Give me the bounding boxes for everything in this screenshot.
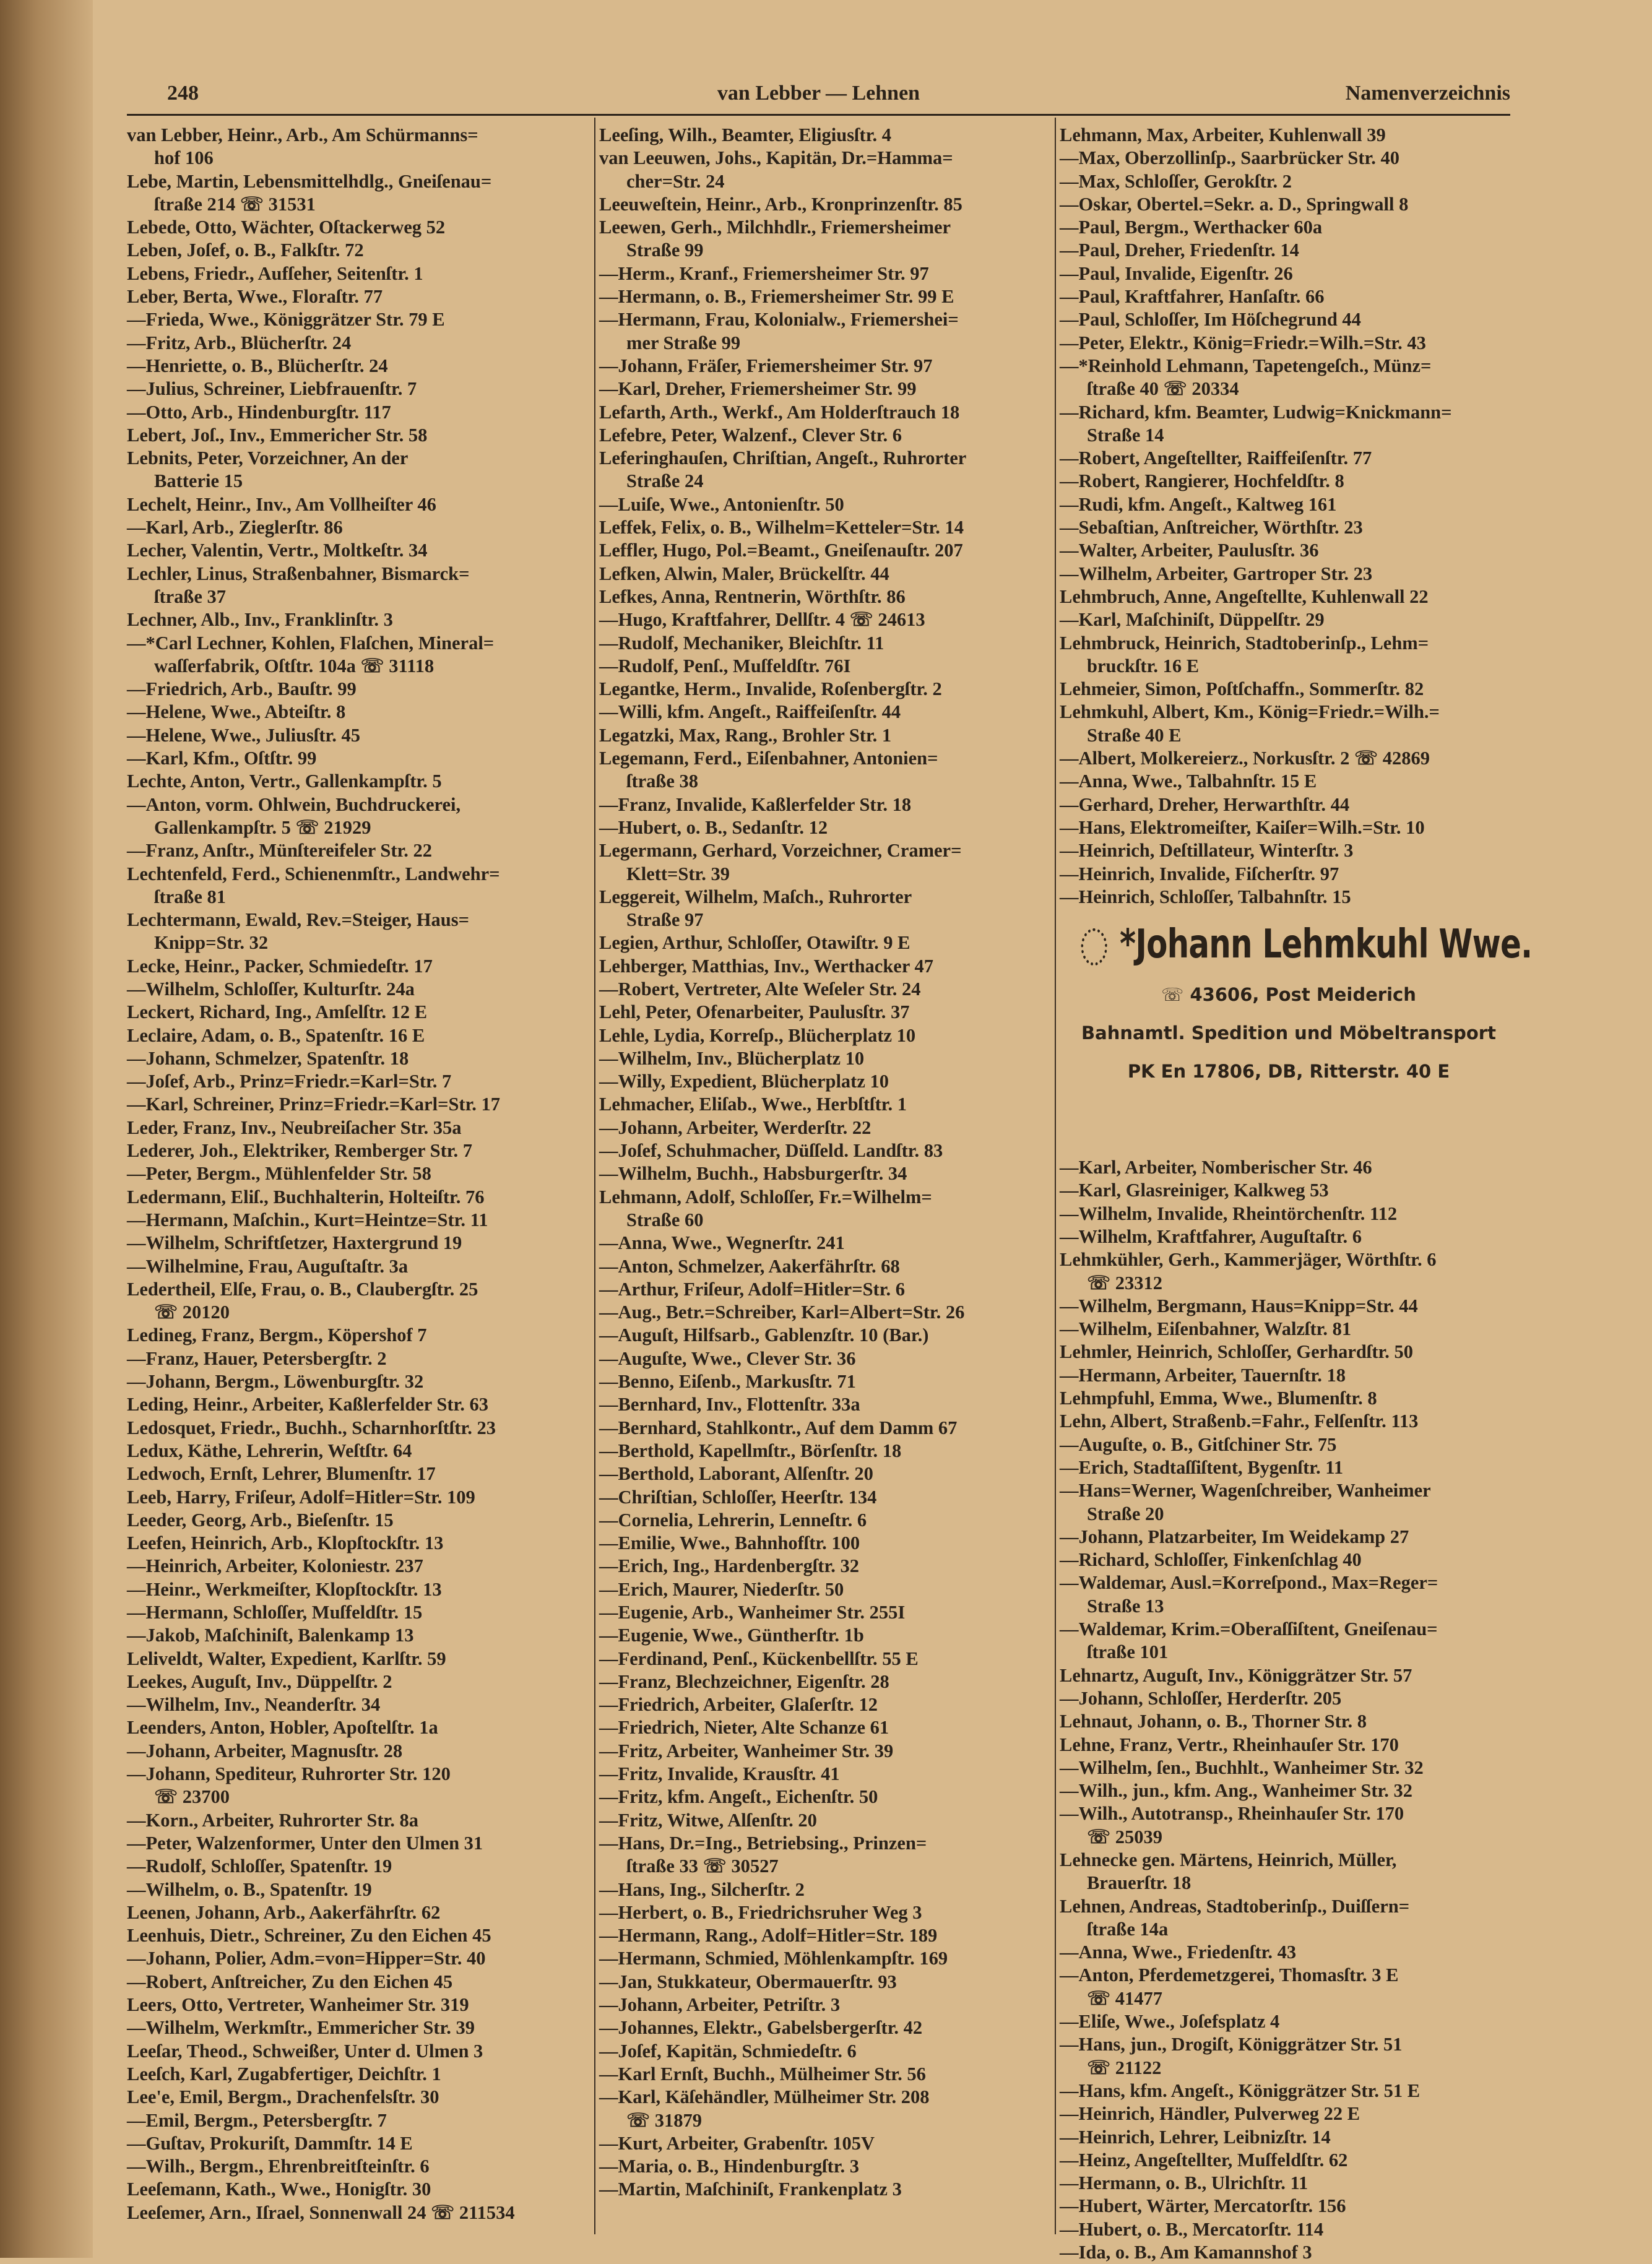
directory-entry: —Heinr., Werkmeiſter, Klopſtockſtr. 13 (127, 1578, 442, 1600)
ad-company-name: *Johann Lehmkuhl Wwe. (1120, 922, 1533, 968)
directory-entry: Leekes, Auguſt, Inv., Düppelſtr. 2 (127, 1670, 392, 1692)
directory-entry: Leckert, Richard, Ing., Amſelſtr. 12 E (127, 1001, 428, 1023)
directory-entry: Leenders, Anton, Hobler, Apoſtelſtr. 1a (127, 1717, 438, 1739)
directory-entry: —Gerhard, Dreher, Herwarthſtr. 44 (1060, 793, 1350, 815)
directory-entry: Leliveldt, Walter, Expedient, Karlſtr. 59 (127, 1648, 446, 1669)
directory-entry: —Peter, Elektr., König=Friedr.=Wilh.=Str. 43 (1060, 332, 1426, 353)
directory-entry: —Cornelia, Lehrerin, Lenneſtr. 6 (599, 1509, 867, 1531)
directory-entry: —Wilhelm, Bergmann, Haus=Knipp=Str. 44 (1060, 1295, 1418, 1316)
directory-entry: —Wilhelm, o. B., Spatenſtr. 19 (127, 1878, 372, 1900)
directory-entry: —Benno, Eiſenb., Markusſtr. 71 (599, 1371, 856, 1393)
directory-entry: Leeſemer, Arn., Iſrael, Sonnenwall 24 ☏ 211534 (127, 2201, 515, 2223)
directory-entry: —Wilhelm, Buchh., Habsburgerſtr. 34 (599, 1163, 907, 1185)
directory-entry: Lehmpfuhl, Emma, Wwe., Blumenſtr. 8 (1060, 1388, 1377, 1409)
entry-continuation: ☏ 20120 (154, 1302, 230, 1323)
directory-entry: —Ida, o. B., Am Kamannshof 3 (1060, 2242, 1312, 2263)
section-title: Namenverzeichnis (1345, 82, 1510, 105)
directory-entry: —Wilh., Bergm., Ehrenbreitſteinſtr. 6 (127, 2156, 430, 2177)
directory-entry: —Johann, Schmelzer, Spatenſtr. 18 (127, 1047, 409, 1069)
directory-entry: —Johann, Schloſſer, Herderſtr. 205 (1060, 1687, 1342, 1709)
entry-continuation: Straße 24 (626, 470, 704, 492)
directory-entry: —Robert, Angeſtellter, Raiffeiſenſtr. 77 (1060, 447, 1372, 469)
entry-continuation: ſtraße 37 (154, 585, 227, 607)
directory-entry: —Johann, Arbeiter, Petriſtr. 3 (599, 1994, 841, 2016)
directory-entry: Lebens, Friedr., Aufſeher, Seitenſtr. 1 (127, 262, 423, 284)
directory-entry: Leefen, Heinrich, Arb., Klopſtockſtr. 13 (127, 1532, 444, 1554)
directory-entry: Lehberger, Matthias, Inv., Werthacker 47 (599, 955, 933, 977)
directory-entry: —Heinrich, Deſtillateur, Winterſtr. 3 (1060, 840, 1354, 862)
directory-entry: —Heinrich, Händler, Pulverweg 22 E (1060, 2103, 1360, 2125)
directory-entry: —Berthold, Laborant, Alſenſtr. 20 (599, 1463, 873, 1485)
directory-entry: —Bernhard, Inv., Flottenſtr. 33a (599, 1394, 860, 1415)
directory-entry: —Karl, Schreiner, Prinz=Friedr.=Karl=Str. 17 (127, 1094, 501, 1115)
page-number: 248 (167, 82, 199, 105)
directory-entry: Lehmann, Max, Arbeiter, Kuhlenwall 39 (1060, 124, 1386, 145)
entry-continuation: hof 106 (154, 147, 214, 169)
directory-entry: —Karl Ernſt, Buchh., Mülheimer Str. 56 (599, 2063, 926, 2085)
directory-entry: —Wilh., Autotransp., Rheinhauſer Str. 170 (1060, 1803, 1404, 1825)
entry-continuation: Batterie 15 (154, 470, 243, 492)
directory-entry: Leggereit, Wilhelm, Maſch., Ruhrorter (599, 886, 912, 907)
directory-entry: —Wilh., jun., kfm. Ang., Wanheimer Str. 32 (1060, 1780, 1413, 1802)
directory-entry: —Rudi, kfm. Angeſt., Kaltweg 161 (1060, 493, 1337, 515)
entry-continuation: ſtraße 214 ☏ 31531 (154, 193, 316, 215)
directory-entry: Lehle, Lydia, Korreſp., Blücherplatz 10 (599, 1024, 916, 1046)
directory-entry: —Wilhelmine, Frau, Auguſtaſtr. 3a (127, 1255, 409, 1277)
directory-entry: Legien, Arthur, Schloſſer, Otawiſtr. 9 E (599, 932, 910, 954)
directory-entry: —Wilhelm, Kraftfahrer, Auguſtaſtr. 6 (1060, 1225, 1362, 1247)
directory-entry: —Guſtav, Prokuriſt, Dammſtr. 14 E (127, 2132, 413, 2154)
directory-entry: —Maria, o. B., Hindenburgſtr. 3 (599, 2156, 859, 2177)
directory-entry: Lehnaut, Johann, o. B., Thorner Str. 8 (1060, 1711, 1367, 1732)
directory-entry: —Heinrich, Lehrer, Leibnizſtr. 14 (1060, 2126, 1331, 2148)
directory-entry: Lechtermann, Ewald, Rev.=Steiger, Haus= (127, 909, 469, 931)
directory-entry: Leenen, Johann, Arb., Aakerfährſtr. 62 (127, 1901, 441, 1923)
directory-entry: —*Carl Lechner, Kohlen, Flaſchen, Mineral= (127, 632, 495, 654)
directory-entry: —Albert, Molkereierz., Norkusſtr. 2 ☏ 42869 (1060, 748, 1430, 769)
directory-entry: —Willy, Expedient, Blücherplatz 10 (599, 1071, 889, 1092)
entry-continuation: Straße 97 (626, 909, 704, 931)
directory-entry: —Fritz, Witwe, Alſenſtr. 20 (599, 1809, 817, 1831)
entry-continuation: Straße 13 (1087, 1595, 1164, 1617)
directory-entry: Leenhuis, Dietr., Schreiner, Zu den Eichen 45 (127, 1925, 491, 1946)
directory-entry: —Peter, Bergm., Mühlenfelder Str. 58 (127, 1163, 431, 1185)
entry-continuation: Straße 14 (1087, 424, 1164, 446)
directory-entry: —Anton, Pferdemetzgerei, Thomasſtr. 3 E (1060, 1964, 1399, 1986)
book-spine-edge (0, 0, 93, 2258)
directory-entry: —Max, Oberzollinſp., Saarbrücker Str. 40 (1060, 147, 1399, 169)
directory-entry: —Richard, kfm. Beamter, Ludwig=Knickmann= (1060, 401, 1452, 423)
directory-entry: Leewen, Gerh., Milchhdlr., Friemersheimer (599, 217, 951, 238)
directory-entry: Ledux, Käthe, Lehrerin, Weſtſtr. 64 (127, 1440, 412, 1461)
directory-entry: —Arthur, Friſeur, Adolf=Hitler=Str. 6 (599, 1278, 905, 1300)
entry-continuation: ☏ 23312 (1087, 1272, 1163, 1294)
directory-entry: —Otto, Arb., Hindenburgſtr. 117 (127, 401, 391, 423)
directory-entry: —Eugenie, Arb., Wanheimer Str. 255I (599, 1602, 906, 1623)
directory-entry: —Herbert, o. B., Friedrichsruher Weg 3 (599, 1901, 922, 1923)
directory-entry: Lecke, Heinr., Packer, Schmiedeſtr. 17 (127, 955, 433, 977)
directory-entry: —Chriſtian, Schloſſer, Heerſtr. 134 (599, 1486, 877, 1508)
directory-entry: —Emilie, Wwe., Bahnhofſtr. 100 (599, 1532, 860, 1554)
directory-entry: Leeſch, Karl, Zugabfertiger, Deichſtr. 1 (127, 2063, 441, 2085)
entry-continuation: Straße 20 (1087, 1503, 1164, 1524)
header-rule (127, 114, 1510, 116)
directory-entry: —Paul, Bergm., Werthacker 60a (1060, 217, 1323, 238)
directory-entry: —Friedrich, Nieter, Alte Schanze 61 (599, 1717, 889, 1739)
directory-entry: —Rudolf, Schloſſer, Spatenſtr. 19 (127, 1856, 392, 1877)
directory-entry: —Wilhelm, Arbeiter, Gartroper Str. 23 (1060, 563, 1373, 584)
entry-continuation: mer Straße 99 (626, 332, 741, 353)
entry-continuation: ☏ 21122 (1087, 2057, 1162, 2078)
entry-continuation: bruckſtr. 16 E (1087, 655, 1200, 676)
directory-column-2 (599, 124, 1057, 2201)
entry-continuation: cher=Str. 24 (626, 170, 725, 192)
directory-entry: —Friedrich, Arbeiter, Glaſerſtr. 12 (599, 1694, 878, 1716)
directory-entry: —Hermann, o. B., Ulrichſtr. 11 (1060, 2172, 1308, 2194)
entry-continuation: ſtraße 101 (1087, 1641, 1169, 1663)
directory-entry: —Eugenie, Wwe., Güntherſtr. 1b (599, 1625, 864, 1646)
directory-entry: —Paul, Invalide, Eigenſtr. 26 (1060, 262, 1293, 284)
directory-entry: Leder, Franz, Inv., Neubreiſacher Str. 35a (127, 1117, 462, 1138)
directory-entry: —Johann, Arbeiter, Werderſtr. 22 (599, 1117, 871, 1138)
directory-entry: —Heinrich, Schloſſer, Talbahnſtr. 15 (1060, 886, 1351, 907)
directory-entry: Lechte, Anton, Vertr., Gallenkampſtr. 5 (127, 771, 442, 792)
directory-entry: —Franz, Invalide, Kaßlerfelder Str. 18 (599, 793, 912, 815)
entry-continuation: ☏ 23700 (154, 1786, 230, 1808)
directory-entry: —Robert, Rangierer, Hochfeldſtr. 8 (1060, 470, 1344, 492)
directory-entry: —Peter, Walzenformer, Unter den Ulmen 31 (127, 1832, 483, 1854)
directory-entry: —Johann, Fräſer, Friemersheimer Str. 97 (599, 355, 933, 376)
directory-entry: —*Reinhold Lehmann, Tapetengeſch., Münz= (1060, 355, 1432, 376)
directory-entry: Lefkes, Anna, Rentnerin, Wörthſtr. 86 (599, 585, 906, 607)
directory-entry: —Karl, Maſchiniſt, Düppelſtr. 29 (1060, 609, 1325, 631)
directory-entry: Lebnits, Peter, Vorzeichner, An der (127, 447, 409, 469)
directory-entry: Lehmbruck, Heinrich, Stadtoberinſp., Lehm= (1060, 632, 1429, 654)
directory-entry: —Emil, Bergm., Petersbergſtr. 7 (127, 2109, 387, 2131)
directory-entry: —Wilhelm, Eiſenbahner, Walzſtr. 81 (1060, 1318, 1352, 1340)
directory-entry: Leeder, Georg, Arb., Bieſenſtr. 15 (127, 1509, 394, 1531)
directory-entry: —Fritz, Invalide, Krausſtr. 41 (599, 1763, 840, 1785)
directory-entry: —Robert, Anſtreicher, Zu den Eichen 45 (127, 1971, 453, 1992)
directory-entry: —Franz, Hauer, Petersbergſtr. 2 (127, 1347, 387, 1369)
directory-entry: —Rudolf, Penſ., Muſfeldſtr. 76I (599, 655, 851, 676)
entry-continuation: ſtraße 14a (1087, 1918, 1169, 1940)
directory-entry: Legermann, Gerhard, Vorzeichner, Cramer= (599, 840, 962, 862)
directory-entry: —Walter, Arbeiter, Paulusſtr. 36 (1060, 540, 1319, 561)
directory-entry: —Wilhelm, Schloſſer, Kulturſtr. 24a (127, 978, 415, 1000)
directory-entry: Ledineg, Franz, Bergm., Köpershof 7 (127, 1324, 427, 1346)
directory-entry: —Heinrich, Invalide, Fiſcherſtr. 97 (1060, 863, 1339, 884)
directory-entry: —Fritz, Arbeiter, Wanheimer Str. 39 (599, 1740, 894, 1761)
directory-entry: —Robert, Vertreter, Alte Weſeler Str. 24 (599, 978, 921, 1000)
entry-continuation: ſtraße 33 ☏ 30527 (626, 1856, 779, 1877)
directory-entry: Lehl, Peter, Ofenarbeiter, Paulusſtr. 37 (599, 1001, 910, 1023)
ad-phone: ☏ 43606, Post Meiderich (1161, 984, 1416, 1006)
directory-entry: —Paul, Kraftfahrer, Hanſaſtr. 66 (1060, 286, 1325, 308)
directory-entry: —Wilhelm, ſen., Buchhlt., Wanheimer Str. 32 (1060, 1756, 1424, 1778)
directory-entry: Leeuweſtein, Heinr., Arb., Kronprinzenſtr. 85 (599, 193, 962, 215)
directory-entry: Leben, Joſef, o. B., Falkſtr. 72 (127, 240, 364, 261)
directory-entry: —Willi, kfm. Angeſt., Raiffeiſenſtr. 44 (599, 701, 901, 723)
directory-entry: —Luiſe, Wwe., Antonienſtr. 50 (599, 493, 844, 515)
directory-entry: —Auguſte, Wwe., Clever Str. 36 (599, 1347, 856, 1369)
directory-entry: —Hans, Ing., Silcherſtr. 2 (599, 1878, 805, 1900)
directory-entry: —Erich, Stadtaſſiſtent, Bygenſtr. 11 (1060, 1456, 1344, 1478)
directory-entry: —Helene, Wwe., Juliusſtr. 45 (127, 724, 361, 746)
directory-entry: Lecher, Valentin, Vertr., Moltkeſtr. 34 (127, 540, 428, 561)
directory-entry: —Hermann, Rang., Adolf=Hitler=Str. 189 (599, 1925, 938, 1946)
entry-continuation: ☏ 25039 (1087, 1826, 1163, 1847)
directory-entry: —Joſef, Kapitän, Schmiedeſtr. 6 (599, 2040, 857, 2062)
directory-entry: —Waldemar, Krim.=Oberaſſiſtent, Gneiſenau= (1060, 1618, 1438, 1640)
directory-entry: —Karl, Käſehändler, Mülheimer Str. 208 (599, 2086, 930, 2108)
directory-entry: —Kurt, Arbeiter, Grabenſtr. 105V (599, 2132, 875, 2154)
entry-continuation: ☏ 41477 (1087, 1987, 1163, 2009)
directory-entry: —Berthold, Kapellmſtr., Börſenſtr. 18 (599, 1440, 902, 1461)
directory-entry: —Karl, Arb., Zieglerſtr. 86 (127, 517, 343, 538)
directory-entry: —Paul, Dreher, Friedenſtr. 14 (1060, 240, 1299, 261)
directory-entry: —Erich, Ing., Hardenbergſtr. 32 (599, 1555, 859, 1577)
directory-entry: —Hubert, Wärter, Mercatorſtr. 156 (1060, 2195, 1346, 2217)
directory-entry: Lefebre, Peter, Walzenf., Clever Str. 6 (599, 424, 902, 446)
directory-entry: —Anton, vorm. Ohlwein, Buchdruckerei, (127, 793, 461, 815)
directory-entry: Leeb, Harry, Friſeur, Adolf=Hitler=Str. 109 (127, 1486, 475, 1508)
directory-entry: —Hubert, o. B., Mercatorſtr. 114 (1060, 2218, 1324, 2240)
directory-entry: Leferinghauſen, Chriſtian, Angeſt., Ruhrorter (599, 447, 967, 469)
directory-entry: —Johann, Arbeiter, Magnusſtr. 28 (127, 1740, 403, 1761)
directory-entry: —Anna, Wwe., Friedenſtr. 43 (1060, 1942, 1297, 1963)
directory-entry: —Max, Schloſſer, Gerokſtr. 2 (1060, 170, 1292, 192)
directory-entry: —Franz, Blechzeichner, Eigenſtr. 28 (599, 1670, 889, 1692)
directory-entry: —Heinz, Angeſtellter, Muſfeldſtr. 62 (1060, 2149, 1348, 2171)
directory-entry: Lehmbruch, Anne, Angeſtellte, Kuhlenwall 22 (1060, 585, 1429, 607)
directory-entry: —Hermann, Maſchin., Kurt=Heintze=Str. 11 (127, 1209, 488, 1230)
directory-entry: Ledosquet, Friedr., Buchh., Scharnhorſtſtr. 23 (127, 1417, 496, 1438)
directory-entry: —Paul, Schloſſer, Im Höſchegrund 44 (1060, 309, 1361, 331)
directory-entry: —Waldemar, Ausl.=Korreſpond., Max=Reger= (1060, 1572, 1438, 1594)
directory-entry: —Johann, Bergm., Löwenburgſtr. 32 (127, 1371, 424, 1393)
directory-entry: Leeſemann, Kath., Wwe., Honigſtr. 30 (127, 2179, 431, 2200)
directory-entry: —Hans, jun., Drogiſt, Königgrätzer Str. 51 (1060, 2034, 1403, 2055)
directory-entry: —Anna, Wwe., Talbahnſtr. 15 E (1060, 771, 1317, 792)
directory-entry: —Oskar, Obertel.=Sekr. a. D., Springwall 8 (1060, 193, 1409, 215)
directory-entry: Leffler, Hugo, Pol.=Beamt., Gneiſenauſtr. 207 (599, 540, 963, 561)
directory-entry: —Aug., Betr.=Schreiber, Karl=Albert=Str. 26 (599, 1302, 965, 1323)
directory-entry: Ledertheil, Elſe, Frau, o. B., Claubergſtr. 25 (127, 1278, 478, 1300)
directory-entry: —Karl, Dreher, Friemersheimer Str. 99 (599, 378, 917, 400)
directory-entry: —Joſef, Schuhmacher, Düſſeld. Landſtr. 83 (599, 1140, 943, 1162)
directory-entry: Lefarth, Arth., Werkf., Am Holderſtrauch 18 (599, 401, 960, 423)
directory-entry: —Auguſt, Hilfsarb., Gablenzſtr. 10 (Bar.) (599, 1324, 929, 1346)
directory-entry: Lehmkuhl, Albert, Km., König=Friedr.=Wilh.= (1060, 701, 1440, 723)
directory-entry: —Richard, Schloſſer, Finkenſchlag 40 (1060, 1549, 1362, 1571)
directory-entry: —Hans, kfm. Angeſt., Königgrätzer Str. 51 E (1060, 2080, 1421, 2101)
directory-entry: —Sebaſtian, Anſtreicher, Wörthſtr. 23 (1060, 517, 1363, 538)
directory-entry: —Johann, Polier, Adm.=von=Hipper=Str. 40 (127, 1948, 486, 1969)
advertisement (1060, 909, 1533, 1156)
directory-entry: —Martin, Maſchiniſt, Frankenplatz 3 (599, 2179, 902, 2200)
directory-entry: Leber, Berta, Wwe., Floraſtr. 77 (127, 286, 383, 308)
directory-entry: —Ferdinand, Penſ., Kückenbellſtr. 55 E (599, 1648, 919, 1669)
directory-entry: —Karl, Arbeiter, Nomberischer Str. 46 (1060, 1157, 1372, 1178)
directory-entry: Lechler, Linus, Straßenbahner, Bismarck= (127, 563, 470, 584)
directory-column-3 (1060, 124, 1533, 2264)
directory-entry: —Wilhelm, Inv., Neanderſtr. 34 (127, 1694, 381, 1716)
directory-entry: —Bernhard, Stahlkontr., Auf dem Damm 67 (599, 1417, 958, 1438)
directory-entry: —Rudolf, Mechaniker, Bleichſtr. 11 (599, 632, 884, 654)
directory-entry: Leers, Otto, Vertreter, Wanheimer Str. 319 (127, 1994, 469, 2016)
directory-entry: —Johann, Platzarbeiter, Im Weidekamp 27 (1060, 1526, 1409, 1547)
directory-entry: —Helene, Wwe., Abteiſtr. 8 (127, 701, 346, 723)
directory-entry: Lehmann, Adolf, Schloſſer, Fr.=Wilhelm= (599, 1186, 932, 1208)
directory-entry: Legantke, Herm., Invalide, Roſenbergſtr. 2 (599, 678, 942, 700)
directory-entry: —Hugo, Kraftfahrer, Dellſtr. 4 ☏ 24613 (599, 609, 925, 631)
ad-address: PK En 17806, DB, Ritterstr. 40 E (1127, 1061, 1450, 1082)
directory-entry: Lechtenfeld, Ferd., Schienenmſtr., Landwehr= (127, 863, 500, 884)
entry-continuation: Brauerſtr. 18 (1087, 1872, 1191, 1894)
directory-entry: —Hans, Dr.=Ing., Betriebsing., Prinzen= (599, 1832, 927, 1854)
wreath-icon (1081, 928, 1107, 966)
directory-entry: Lehnen, Andreas, Stadtoberinſp., Duiſſern= (1060, 1895, 1410, 1917)
page-title: van Lebber — Lehnen (717, 82, 920, 105)
directory-entry: Lebert, Joſ., Inv., Emmericher Str. 58 (127, 424, 428, 446)
directory-entry: Lebe, Martin, Lebensmittelhdlg., Gneiſenau= (127, 170, 492, 192)
directory-entry: Ledwoch, Ernſt, Lehrer, Blumenſtr. 17 (127, 1463, 436, 1485)
directory-entry: —Frieda, Wwe., Königgrätzer Str. 79 E (127, 309, 445, 331)
directory-entry: —Hermann, Schmied, Möhlenkampſtr. 169 (599, 1948, 948, 1969)
directory-entry: Ledermann, Eliſ., Buchhalterin, Holteiſtr. 76 (127, 1186, 485, 1208)
directory-entry: Legatzki, Max, Rang., Brohler Str. 1 (599, 724, 892, 746)
directory-entry: —Hans, Elektromeiſter, Kaiſer=Wilh.=Str. 10 (1060, 816, 1425, 838)
directory-column-1 (127, 124, 585, 2224)
entry-continuation: Straße 99 (626, 240, 704, 261)
directory-entry: —Hermann, Arbeiter, Tauernſtr. 18 (1060, 1364, 1346, 1386)
directory-entry: Lefken, Alwin, Maler, Brückelſtr. 44 (599, 563, 889, 584)
directory-entry: —Hermann, Schloſſer, Muſfeldſtr. 15 (127, 1602, 423, 1623)
directory-entry: Leeſar, Theod., Schweißer, Unter d. Ulmen 3 (127, 2040, 483, 2062)
entry-continuation: waſſerfabrik, Oſtſtr. 104a ☏ 31118 (154, 655, 435, 676)
directory-entry: —Johannes, Elektr., Gabelsbergerſtr. 42 (599, 2017, 923, 2039)
directory-entry: van Leeuwen, Johs., Kapitän, Dr.=Hamma= (599, 147, 953, 169)
entry-continuation: ſtraße 40 ☏ 20334 (1087, 378, 1239, 400)
directory-entry: —Friedrich, Arb., Bauſtr. 99 (127, 678, 357, 700)
directory-entry: —Julius, Schreiner, Liebfrauenſtr. 7 (127, 378, 417, 400)
directory-entry: Leding, Heinr., Arbeiter, Kaßlerfelder Str. 63 (127, 1394, 488, 1415)
directory-entry: —Karl, Glasreiniger, Kalkweg 53 (1060, 1180, 1329, 1201)
directory-entry: —Fritz, kfm. Angeſt., Eichenſtr. 50 (599, 1786, 878, 1808)
directory-entry: Lehnecke gen. Märtens, Heinrich, Müller, (1060, 1849, 1397, 1870)
directory-entry: —Johann, Spediteur, Ruhrorter Str. 120 (127, 1763, 451, 1785)
directory-entry: —Hermann, o. B., Friemersheimer Str. 99 E (599, 286, 954, 308)
directory-entry: Lehn, Albert, Straßenb.=Fahr., Felſenſtr. 113 (1060, 1411, 1419, 1432)
directory-entry: Legemann, Ferd., Eiſenbahner, Antonien= (599, 748, 938, 769)
entry-continuation: Klett=Str. 39 (626, 863, 730, 884)
directory-entry: van Lebber, Heinr., Arb., Am Schürmanns= (127, 124, 478, 145)
directory-entry: —Wilhelm, Werkmſtr., Emmericher Str. 39 (127, 2017, 475, 2039)
directory-entry: Leffek, Felix, o. B., Wilhelm=Ketteler=Str. 14 (599, 517, 964, 538)
directory-entry: Lederer, Joh., Elektriker, Remberger Str. 7 (127, 1140, 472, 1162)
directory-entry: Lee'e, Emil, Bergm., Drachenfelsſtr. 30 (127, 2086, 439, 2108)
directory-entry: —Karl, Kfm., Oſtſtr. 99 (127, 748, 317, 769)
directory-entry: —Wilhelm, Schriftſetzer, Haxtergrund 19 (127, 1232, 462, 1254)
directory-entry: Lehmacher, Eliſab., Wwe., Herbſtſtr. 1 (599, 1094, 907, 1115)
directory-entry: —Henriette, o. B., Blücherſtr. 24 (127, 355, 388, 376)
directory-entry: —Wilhelm, Invalide, Rheintörchenſtr. 112 (1060, 1203, 1398, 1224)
page-header (127, 82, 1510, 113)
directory-entry: —Erich, Maurer, Niederſtr. 50 (599, 1578, 844, 1600)
directory-entry: Lebede, Otto, Wächter, Oſtackerweg 52 (127, 217, 446, 238)
directory-entry: —Auguſte, o. B., Gitſchiner Str. 75 (1060, 1433, 1337, 1455)
directory-entry: Lehne, Franz, Vertr., Rheinhauſer Str. 170 (1060, 1734, 1399, 1755)
directory-entry: Leeſing, Wilh., Beamter, Eligiusſtr. 4 (599, 124, 891, 145)
directory-entry: —Herm., Kranf., Friemersheimer Str. 97 (599, 262, 929, 284)
directory-entry: —Jakob, Maſchiniſt, Balenkamp 13 (127, 1625, 414, 1646)
directory-entry: —Hermann, Frau, Kolonialw., Friemershei= (599, 309, 959, 331)
entry-continuation: ſtraße 38 (626, 771, 699, 792)
directory-entry: Lehmkühler, Gerh., Kammerjäger, Wörthſtr. 6 (1060, 1249, 1437, 1271)
entry-continuation: Straße 60 (626, 1209, 704, 1230)
entry-continuation: ☏ 31879 (626, 2109, 703, 2131)
directory-entry: —Wilhelm, Inv., Blücherplatz 10 (599, 1047, 865, 1069)
directory-entry: Lehnartz, Auguſt, Inv., Königgrätzer Str. 57 (1060, 1664, 1412, 1686)
directory-entry: Lehmeier, Simon, Poſtſchaffn., Sommerſtr. 82 (1060, 678, 1424, 700)
directory-entry: Lehmler, Heinrich, Schloſſer, Gerhardſtr. 50 (1060, 1341, 1413, 1363)
directory-entry: —Joſef, Arb., Prinz=Friedr.=Karl=Str. 7 (127, 1071, 452, 1092)
entry-continuation: ſtraße 81 (154, 886, 227, 907)
directory-entry: —Fritz, Arb., Blücherſtr. 24 (127, 332, 352, 353)
directory-entry: —Korn., Arbeiter, Ruhrorter Str. 8a (127, 1809, 419, 1831)
directory-entry: —Franz, Anſtr., Münſtereifeler Str. 22 (127, 840, 433, 862)
ad-services: Bahnamtl. Spedition und Möbeltransport (1081, 1022, 1496, 1044)
entry-continuation: Gallenkampſtr. 5 ☏ 21929 (154, 816, 371, 838)
directory-entry: —Anna, Wwe., Wegnerſtr. 241 (599, 1232, 845, 1254)
directory-entry: —Jan, Stukkateur, Obermauerſtr. 93 (599, 1971, 897, 1992)
directory-entry: —Anton, Schmelzer, Aakerfährſtr. 68 (599, 1255, 900, 1277)
directory-entry: Lechner, Alb., Inv., Franklinſtr. 3 (127, 609, 393, 631)
directory-entry: —Heinrich, Arbeiter, Koloniestr. 237 (127, 1555, 423, 1577)
entry-continuation: Straße 40 E (1087, 724, 1182, 746)
directory-entry: Leclaire, Adam, o. B., Spatenſtr. 16 E (127, 1024, 425, 1046)
column-divider (594, 118, 595, 2234)
directory-entry: Lechelt, Heinr., Inv., Am Vollheiſter 46 (127, 493, 436, 515)
directory-entry: —Hubert, o. B., Sedanſtr. 12 (599, 816, 828, 838)
directory-entry: —Eliſe, Wwe., Joſefsplatz 4 (1060, 2011, 1280, 2033)
entry-continuation: Knipp=Str. 32 (154, 932, 269, 954)
directory-entry: —Hans=Werner, Wagenſchreiber, Wanheimer (1060, 1480, 1431, 1501)
